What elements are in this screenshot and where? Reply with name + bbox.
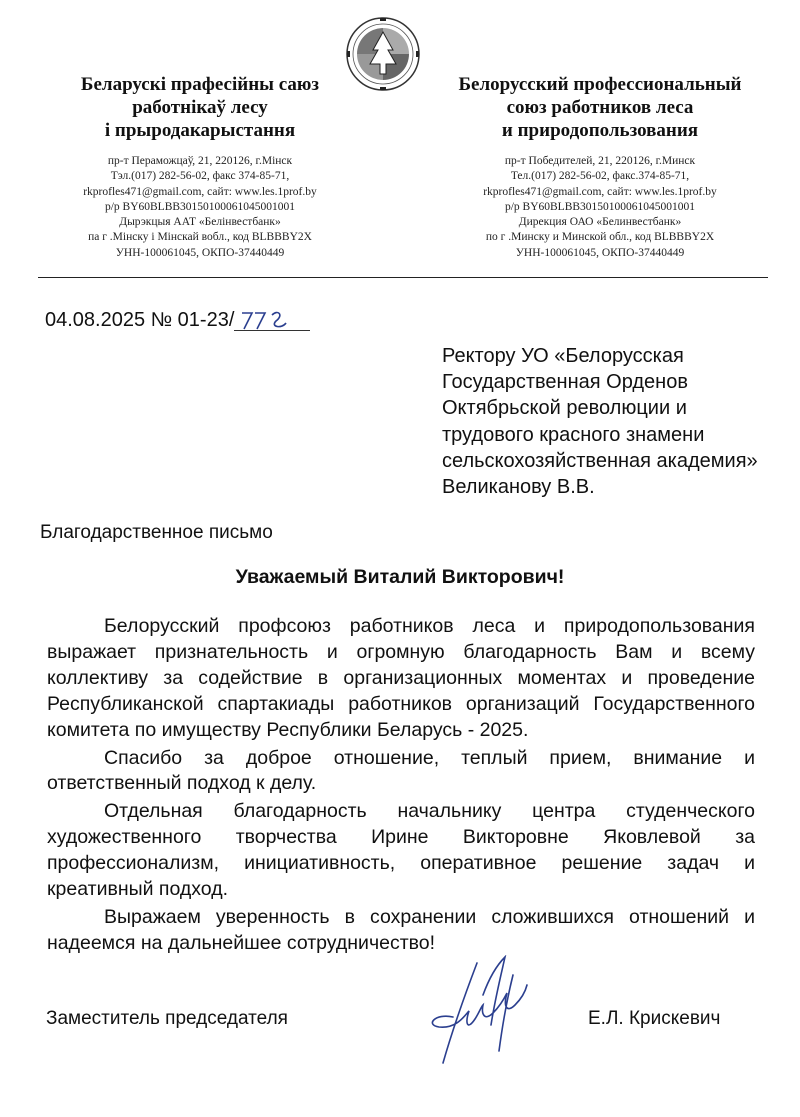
- addressee-line: Ректору УО «Белорусская: [442, 345, 684, 367]
- header-info-line: rkprofles471@gmail.com, сайт: www.les.1prof.by: [483, 185, 717, 198]
- header-title-russian: [425, 73, 775, 142]
- header-title-line: союз работников леса: [506, 97, 694, 118]
- addressee-block: [442, 343, 758, 500]
- header-title-line: и природопользования: [501, 120, 699, 141]
- addressee-line: Октябрьской революции и: [442, 397, 687, 420]
- header-info-line: УНН-100061045, ОКПО-37440449: [115, 246, 285, 259]
- header-info-line: по г .Минску и Минской обл., код BLBBBY2X: [485, 231, 715, 244]
- header-info-line: УНН-100061045, ОКПО-37440449: [515, 246, 685, 259]
- header-contact-info-belarusian: [40, 154, 360, 261]
- body-paragraph: Белорусский профсоюз работников леса и природопользования выражает признательность и огромную благодарность Вам и всему коллективу за содействие в организационных моментах и проведение Республиканской спартакиады работников организаций Государственного комитета по имуществу Республики Беларусь - 2025.: [47, 615, 755, 741]
- reference-text: 04.08.2025 № 01-23/: [45, 309, 235, 331]
- body-paragraph: Выражаем уверенность в сохранении сложившихся отношений и надеемся на дальнейшее сотрудничество!: [47, 905, 755, 954]
- header-title-line: Беларускі прафесійны саюз: [80, 74, 320, 95]
- addressee-line: трудового красного знамени: [442, 423, 705, 446]
- header-russian: [425, 73, 775, 261]
- header-title-line: Белорусский профессиональный: [458, 74, 742, 95]
- header-divider: [38, 277, 768, 278]
- header-info-line: пр-т Победителей, 21, 220126, г.Минск: [504, 155, 696, 167]
- header-info-line: па г .Мінску і Мінскай вобл., код BLBBBY2X: [88, 231, 312, 244]
- header-info-line: Тел.(017) 282-56-02, факс.374-85-71,: [510, 170, 690, 183]
- header-title-line: работнікаў лесу: [132, 97, 268, 118]
- header-info-line: Тэл.(017) 282-56-02, факс 374-85-71,: [110, 170, 290, 183]
- letter-body: [47, 614, 755, 959]
- header-contact-info-russian: [425, 154, 775, 261]
- reference-number: [45, 307, 304, 333]
- header-info-line: Дирекция ОАО «Белинвестбанк»: [518, 216, 682, 229]
- header-title-line: і прыродакарыстання: [104, 120, 296, 141]
- addressee-line: Государственная Орденов: [442, 371, 688, 394]
- header-info-line: rkprofles471@gmail.com, сайт: www.les.1prof.by: [83, 185, 317, 198]
- signatory-position: Заместитель председателя: [46, 1008, 288, 1029]
- handwritten-reference-number: [234, 307, 304, 333]
- header-info-line: р/р BY60BLBB30150100061045001001: [504, 200, 696, 213]
- addressee-line: сельскохозяйственная академия»: [442, 449, 758, 472]
- header-info-line: р/р BY60BLBB30150100061045001001: [104, 200, 296, 213]
- body-paragraph: Спасибо за доброе отношение, теплый прием, внимание и ответственный подход к делу.: [47, 746, 755, 795]
- document-type: Благодарственное письмо: [40, 522, 273, 543]
- salutation: Уважаемый Виталий Викторович!: [235, 566, 565, 588]
- header-info-line: Дырэкцыя ААТ «Белінвестбанк»: [119, 216, 281, 229]
- signatory-name: Е.Л. Крискевич: [588, 1008, 721, 1029]
- header-belarusian: [40, 73, 360, 261]
- header-info-line: пр-т Пераможцаў, 21, 220126, г.Мінск: [107, 155, 293, 167]
- header-title-belarusian: [40, 73, 360, 142]
- handwritten-signature: [395, 955, 535, 1070]
- body-paragraph: Отдельная благодарность начальнику центра студенческого художественного творчества Ирине Викторовне Яковлевой за профессионализм, инициативность, оперативное решение задач и креативный подход.: [47, 800, 755, 901]
- addressee-line: Великанову В.В.: [442, 476, 595, 499]
